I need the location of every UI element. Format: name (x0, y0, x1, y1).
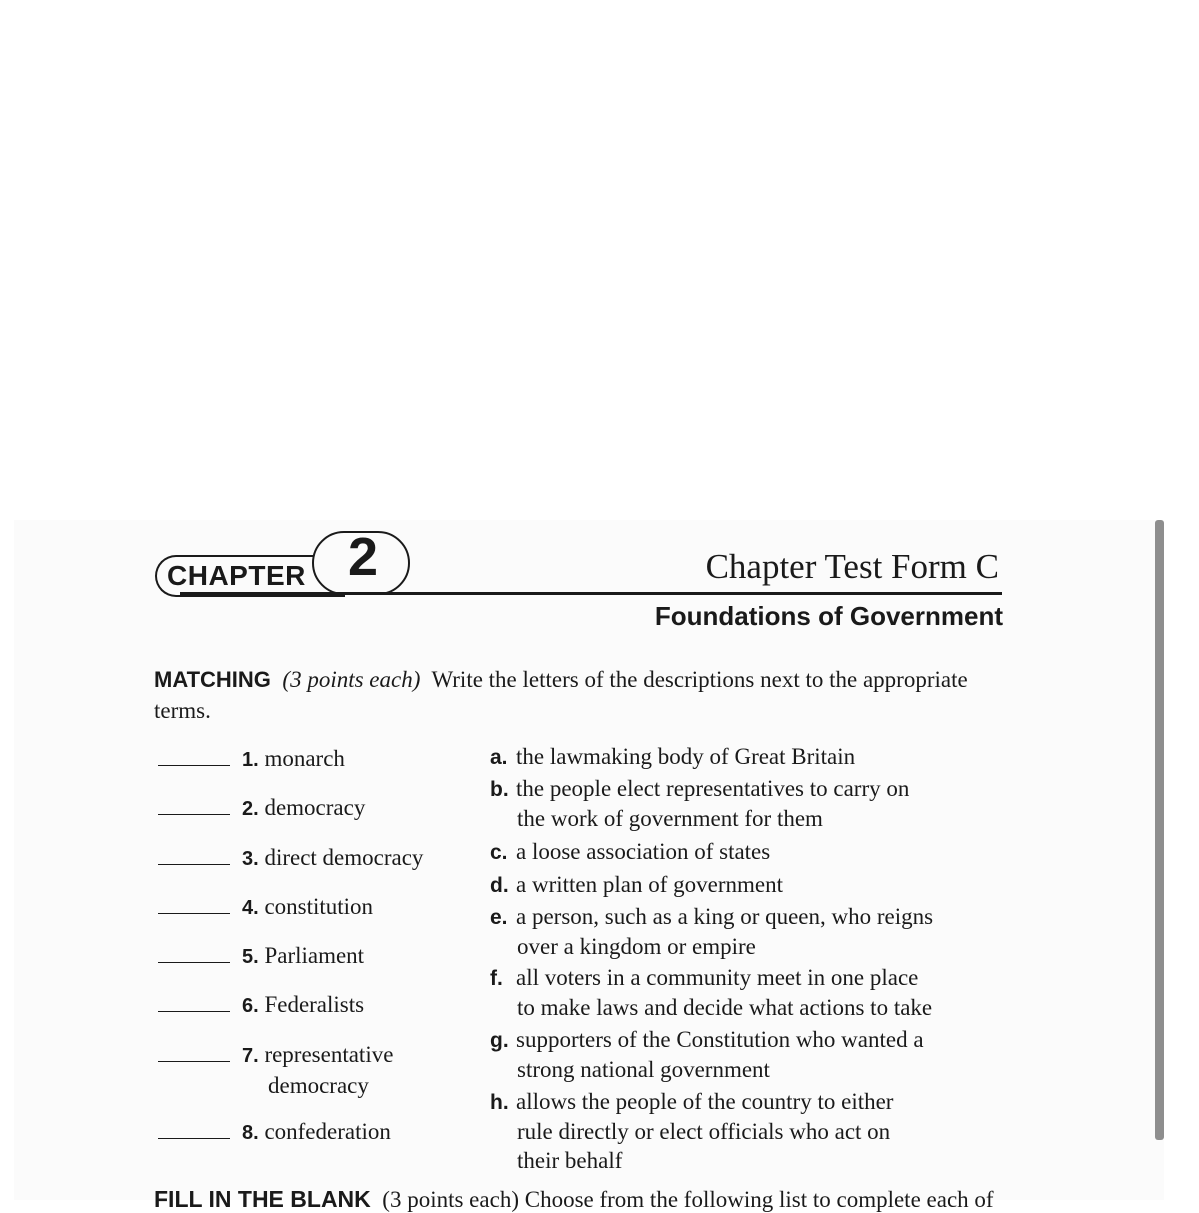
description-item: a. the lawmaking body of Great Britain (490, 744, 856, 769)
description-item: c. a loose association of states (490, 839, 771, 864)
answer-blank[interactable] (158, 1061, 230, 1062)
answer-blank[interactable] (158, 1138, 230, 1139)
description-item: f. all voters in a community meet in one place to make laws and decide what actions to take (490, 965, 933, 1020)
answer-blank[interactable] (158, 765, 230, 766)
instructions-text: Write the letters of the descriptions next to the appropriate (431, 667, 968, 692)
description-item: e. a person, such as a king or queen, who reigns over a kingdom or empire (490, 904, 934, 959)
term-item: 7. representative democracy (158, 1040, 393, 1100)
term-item: 2. democracy (158, 793, 365, 824)
instructions-text-cont: terms. (154, 698, 211, 723)
answer-blank[interactable] (158, 913, 230, 914)
description-item: h. allows the people of the country to either rule directly or elect officials who act on their behalf (490, 1089, 894, 1173)
term-item: 6. Federalists (158, 990, 364, 1021)
answer-blank[interactable] (158, 962, 230, 963)
answer-blank[interactable] (158, 1011, 230, 1012)
chapter-label: CHAPTER (167, 560, 306, 591)
term-item: 5. Parliament (158, 941, 364, 972)
points-note: (3 points each) (282, 667, 421, 692)
description-item: d. a written plan of government (490, 872, 783, 897)
term-item: 1. monarch (158, 744, 345, 775)
test-title: Chapter Test Form C (705, 547, 999, 586)
next-section-heading: FILL IN THE BLANK (3 points each) Choose from the following list to complete each of (154, 1186, 994, 1212)
description-item: b. the people elect representatives to carry on the work of government for them (490, 776, 910, 831)
description-item: g. supporters of the Constitution who wanted a strong national government (490, 1027, 924, 1082)
term-item: 4. constitution (158, 892, 373, 923)
section-label: MATCHING (154, 667, 271, 692)
header-rule (180, 592, 1002, 595)
term-item: 8. confederation (158, 1117, 391, 1148)
subject-title: Foundations of Government (654, 601, 1003, 631)
answer-blank[interactable] (158, 864, 230, 865)
blank-area (0, 0, 1199, 520)
scrollbar[interactable] (1155, 520, 1164, 1140)
term-item: 3. direct democracy (158, 843, 423, 874)
chapter-number: 2 (347, 527, 379, 587)
matching-instructions (154, 664, 1004, 726)
answer-blank[interactable] (158, 814, 230, 815)
